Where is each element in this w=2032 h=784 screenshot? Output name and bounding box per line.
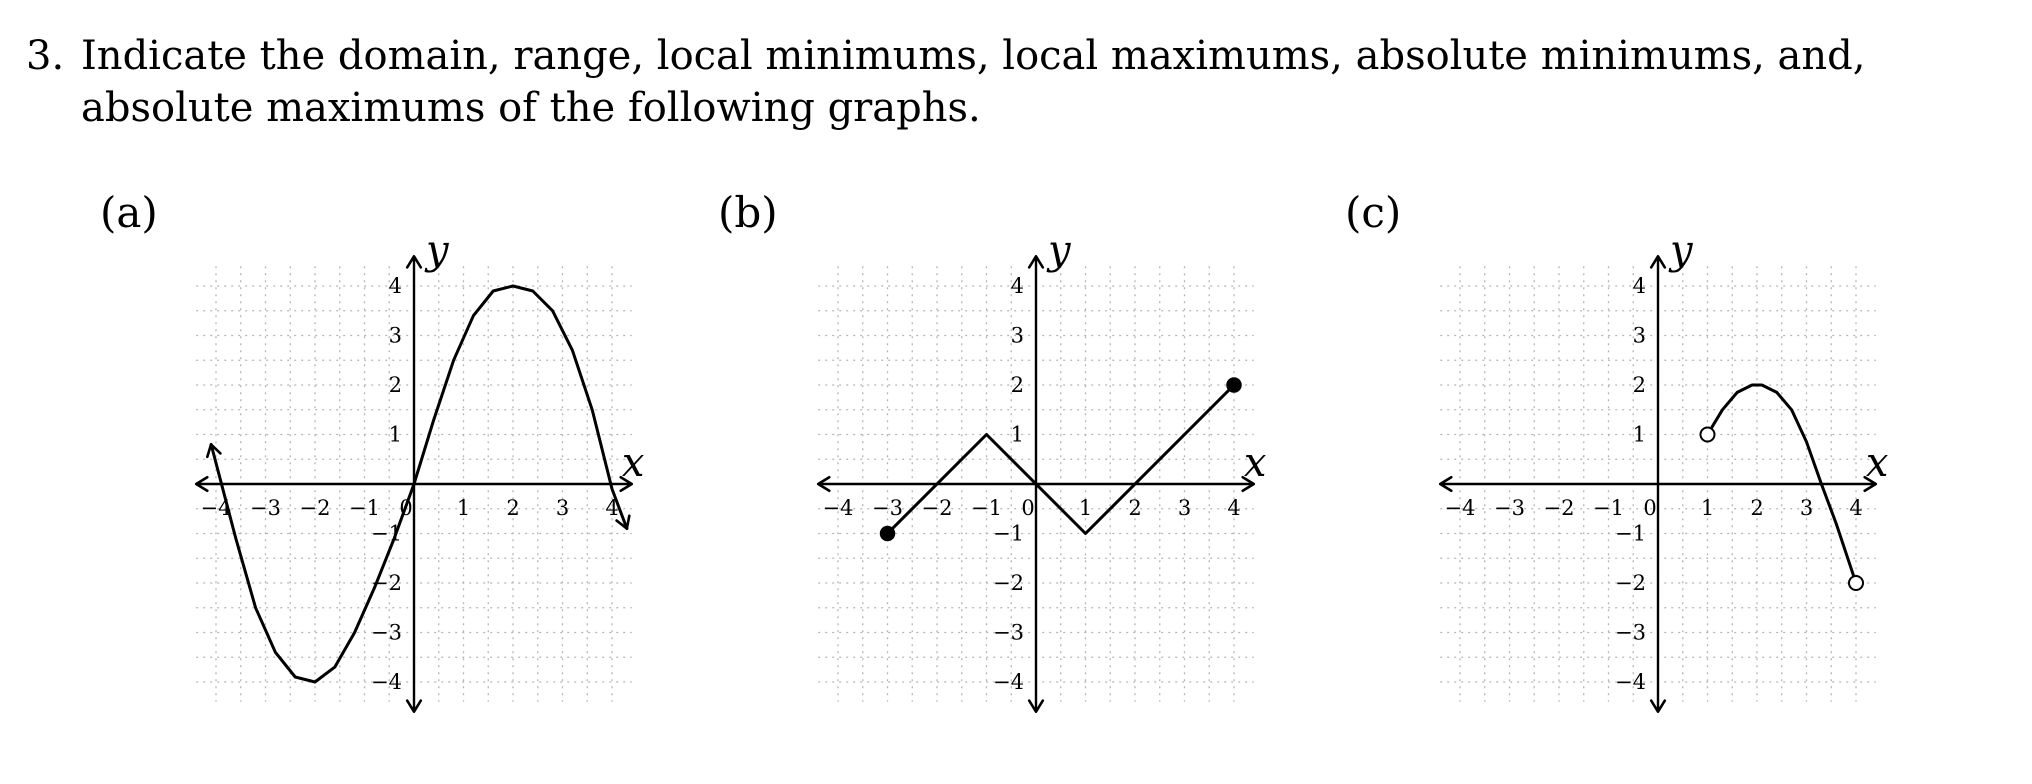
x-tick-label: −3 (250, 496, 281, 520)
y-tick-label: 2 (388, 373, 402, 397)
y-tick-label: −2 (371, 571, 402, 595)
y-tick-label: −2 (1615, 571, 1646, 595)
y-tick-label: −2 (993, 571, 1024, 595)
x-tick-label: 0 (1021, 496, 1035, 520)
y-tick-label: −1 (1615, 521, 1646, 546)
y-tick-label: 4 (388, 274, 402, 298)
y-tick-label: −3 (1615, 620, 1646, 645)
y-tick-label: −1 (993, 521, 1024, 546)
x-tick-label: −4 (200, 496, 232, 520)
axes (1440, 256, 1876, 711)
x-tick-label: −3 (1494, 496, 1525, 520)
x-tick-label: 0 (1643, 496, 1657, 520)
x-axis-label: x (621, 440, 645, 486)
x-tick-label: −4 (822, 496, 854, 520)
y-tick-label: 3 (388, 323, 402, 348)
y-axis-label: y (1670, 227, 1693, 274)
x-tick-label: 2 (506, 496, 520, 520)
x-tick-label: −2 (1543, 496, 1575, 520)
x-tick-label: 1 (1700, 496, 1715, 520)
y-tick-label: −3 (371, 620, 402, 645)
x-tick-label: 4 (1849, 496, 1863, 520)
part-label-b: (b) (718, 188, 778, 237)
x-tick-label: −4 (1444, 496, 1476, 520)
x-axis-label: x (1865, 440, 1889, 486)
y-tick-label: 4 (1632, 274, 1646, 298)
x-tick-label: 3 (555, 496, 570, 520)
x-tick-label: 4 (605, 496, 619, 520)
x-tick-label: −1 (1593, 496, 1624, 520)
y-axis-label: y (1048, 227, 1071, 274)
y-tick-label: 2 (1632, 373, 1646, 397)
y-tick-label: 3 (1632, 323, 1646, 348)
y-tick-label: 4 (1010, 274, 1024, 298)
y-tick-label: 3 (1010, 323, 1024, 348)
x-tick-label: 4 (1227, 496, 1241, 520)
x-axis-label: x (1243, 440, 1267, 486)
x-tick-label: −1 (349, 496, 380, 520)
part-label-c: (c) (1345, 188, 1402, 237)
y-tick-label: −3 (993, 620, 1024, 645)
closed-endpoint-end (1227, 378, 1241, 392)
y-tick-label: 1 (1632, 422, 1646, 447)
x-tick-label: −3 (872, 496, 903, 520)
y-tick-label: 1 (388, 422, 402, 447)
y-axis-label: y (426, 227, 449, 274)
x-tick-label: 1 (1078, 496, 1093, 520)
graph-c (1424, 227, 1904, 724)
closed-endpoint-start (881, 527, 895, 541)
problem-text: Indicate the domain, range, local minimums, local maximums, absolute minimums, and, absolute maximums of the following graphs. (81, 33, 1866, 131)
y-tick-label: −4 (993, 670, 1024, 694)
x-tick-label: 2 (1750, 496, 1764, 520)
open-endpoint-end (1849, 576, 1863, 590)
y-tick-label: −1 (371, 521, 402, 546)
x-tick-label: 3 (1177, 496, 1192, 520)
graph-a (180, 227, 660, 724)
x-tick-label: 0 (399, 496, 413, 520)
y-tick-label: 2 (1010, 373, 1024, 397)
x-tick-label: −2 (921, 496, 953, 520)
x-tick-label: 3 (1799, 496, 1814, 520)
part-label-a: (a) (100, 188, 158, 237)
x-tick-label: 2 (1128, 496, 1142, 520)
graph-b (802, 227, 1282, 724)
problem-number: 3. (26, 33, 65, 79)
x-tick-label: 1 (456, 496, 471, 520)
y-tick-label: −4 (371, 670, 402, 694)
y-tick-label: 1 (1010, 422, 1024, 447)
x-tick-label: −2 (299, 496, 331, 520)
open-endpoint-start (1701, 428, 1715, 442)
x-tick-label: −1 (971, 496, 1002, 520)
y-tick-label: −4 (1615, 670, 1646, 694)
